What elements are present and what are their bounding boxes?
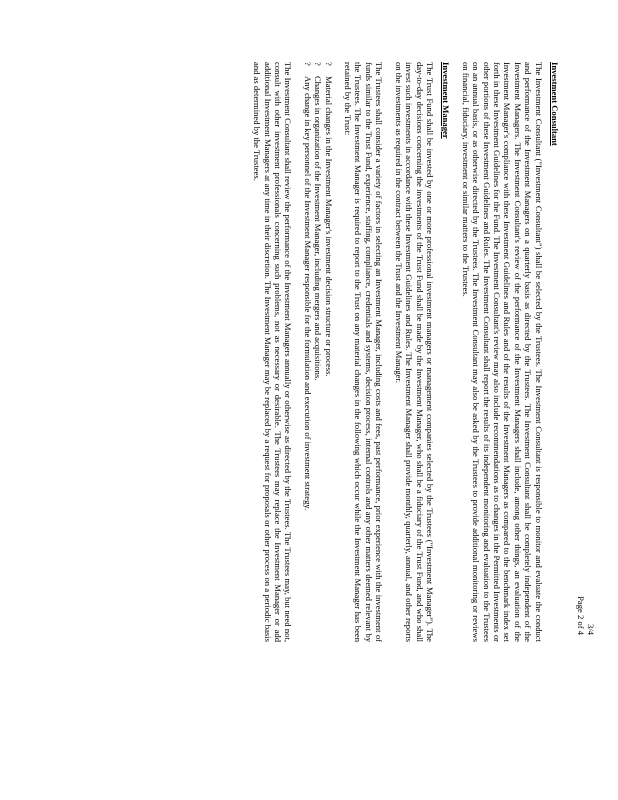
bullet-marker: ? (302, 62, 313, 66)
list-item (323, 62, 334, 642)
list-item (313, 62, 324, 642)
list-item-text: Changes in organization of the Investment Manager, including mergers and acquisitions. (313, 76, 324, 381)
page-number (576, 575, 596, 635)
list-item-text: Material changes in the Investment Manager's investment decision structure or process. (323, 76, 334, 377)
section-heading-investment-manager: Investment Manager (441, 62, 452, 139)
bullet-marker: ? (313, 62, 324, 66)
page-number-line2: Page 2 of 4 (576, 596, 586, 635)
list-item-text: Any change in key personnel of the Investment Manager responsible for the formulation and execution of investment strategy. (302, 76, 313, 511)
page-number-line1: 3/4 (586, 624, 596, 635)
bullet-list (302, 62, 333, 642)
document-body (243, 62, 560, 642)
section-heading-investment-consultant: Investment Consultant (550, 62, 560, 146)
bullet-marker: ? (323, 62, 334, 66)
paragraph-manager-factors: The Trustees shall consider a variety of factors in selecting an Investment Manager, including costs and fees, past performance, prior experience with the investment of funds similar to the Trust Fund, experience, staffing, compliance, credentials and systems, decision process, internal controls and any other matters deemed relevant by the Trustees. The Investment Manager is required to report to the Trust on any material changes in the following which occur while the Investment Manager has been retained by the Trust: (343, 62, 385, 642)
list-item (302, 62, 313, 642)
paragraph-manager-review: The Investment Consultant shall review the performance of the Investment Managers annually or otherwise as directed by the Trustees. The Trustees may, but need not, consult with other investment professionals concerning such problems, not as necessary or desirable. The Trustees may replace the Investment Manager or add additional Investment Managers at any time in their discretion. The Investment Manager may be replaced by a request for proposals or other process on a periodic basis and as determined by the Trustees. (252, 62, 294, 642)
paragraph-investment-consultant: The Investment Consultant ("Investment Consultant") shall be selected by the Trustees. The Investment Consultant is responsible to monitor and evaluate the conduct and performance of the Investment Managers on a quarterly basis as directed by the Trustees. The Investment Consultant shall be completely independent of the Investment Managers. The Investment Consultant's review of the performance of the Investment Managers shall include, among other things, an evaluation of the Investment Manager's compliance with these Investment Guidelines and Rules and of the results of the Investment Managers as compared to the benchmark index set forth in these Investment Guidelines for the Fund. The Investment Consultant's review may also include recommendations as to changes in the Permitted Investments or other portions of these Investment Guidelines and Rules. The Investment Consultant shall report the results of its independent monitoring and evaluation to the Trustees on an annual basis, or as otherwise directed by the Trustees. The Investment Consultant may also be asked by the Trustees to provide additional monitoring or reviews on financial, fiduciary, investment or similar matters to the Trustees. (460, 62, 544, 642)
paragraph-manager-selection: The Trust Fund shall be invested by one or more professional investment managers or management companies selected by the Trustees ("Investment Manager"). The day-to-day decisions concerning the investments of the Trust Fund shall be made by the Investment Manager, who shall be a fiduciary of the Trust Fund, and who shall invest such investments in accordance with these Investment Guidelines and Rules. The Investment Manager shall provide monthly, quarterly, annual, and other reports on the investments as required in the contract between the Trust and the Investment Manager. (393, 62, 435, 642)
